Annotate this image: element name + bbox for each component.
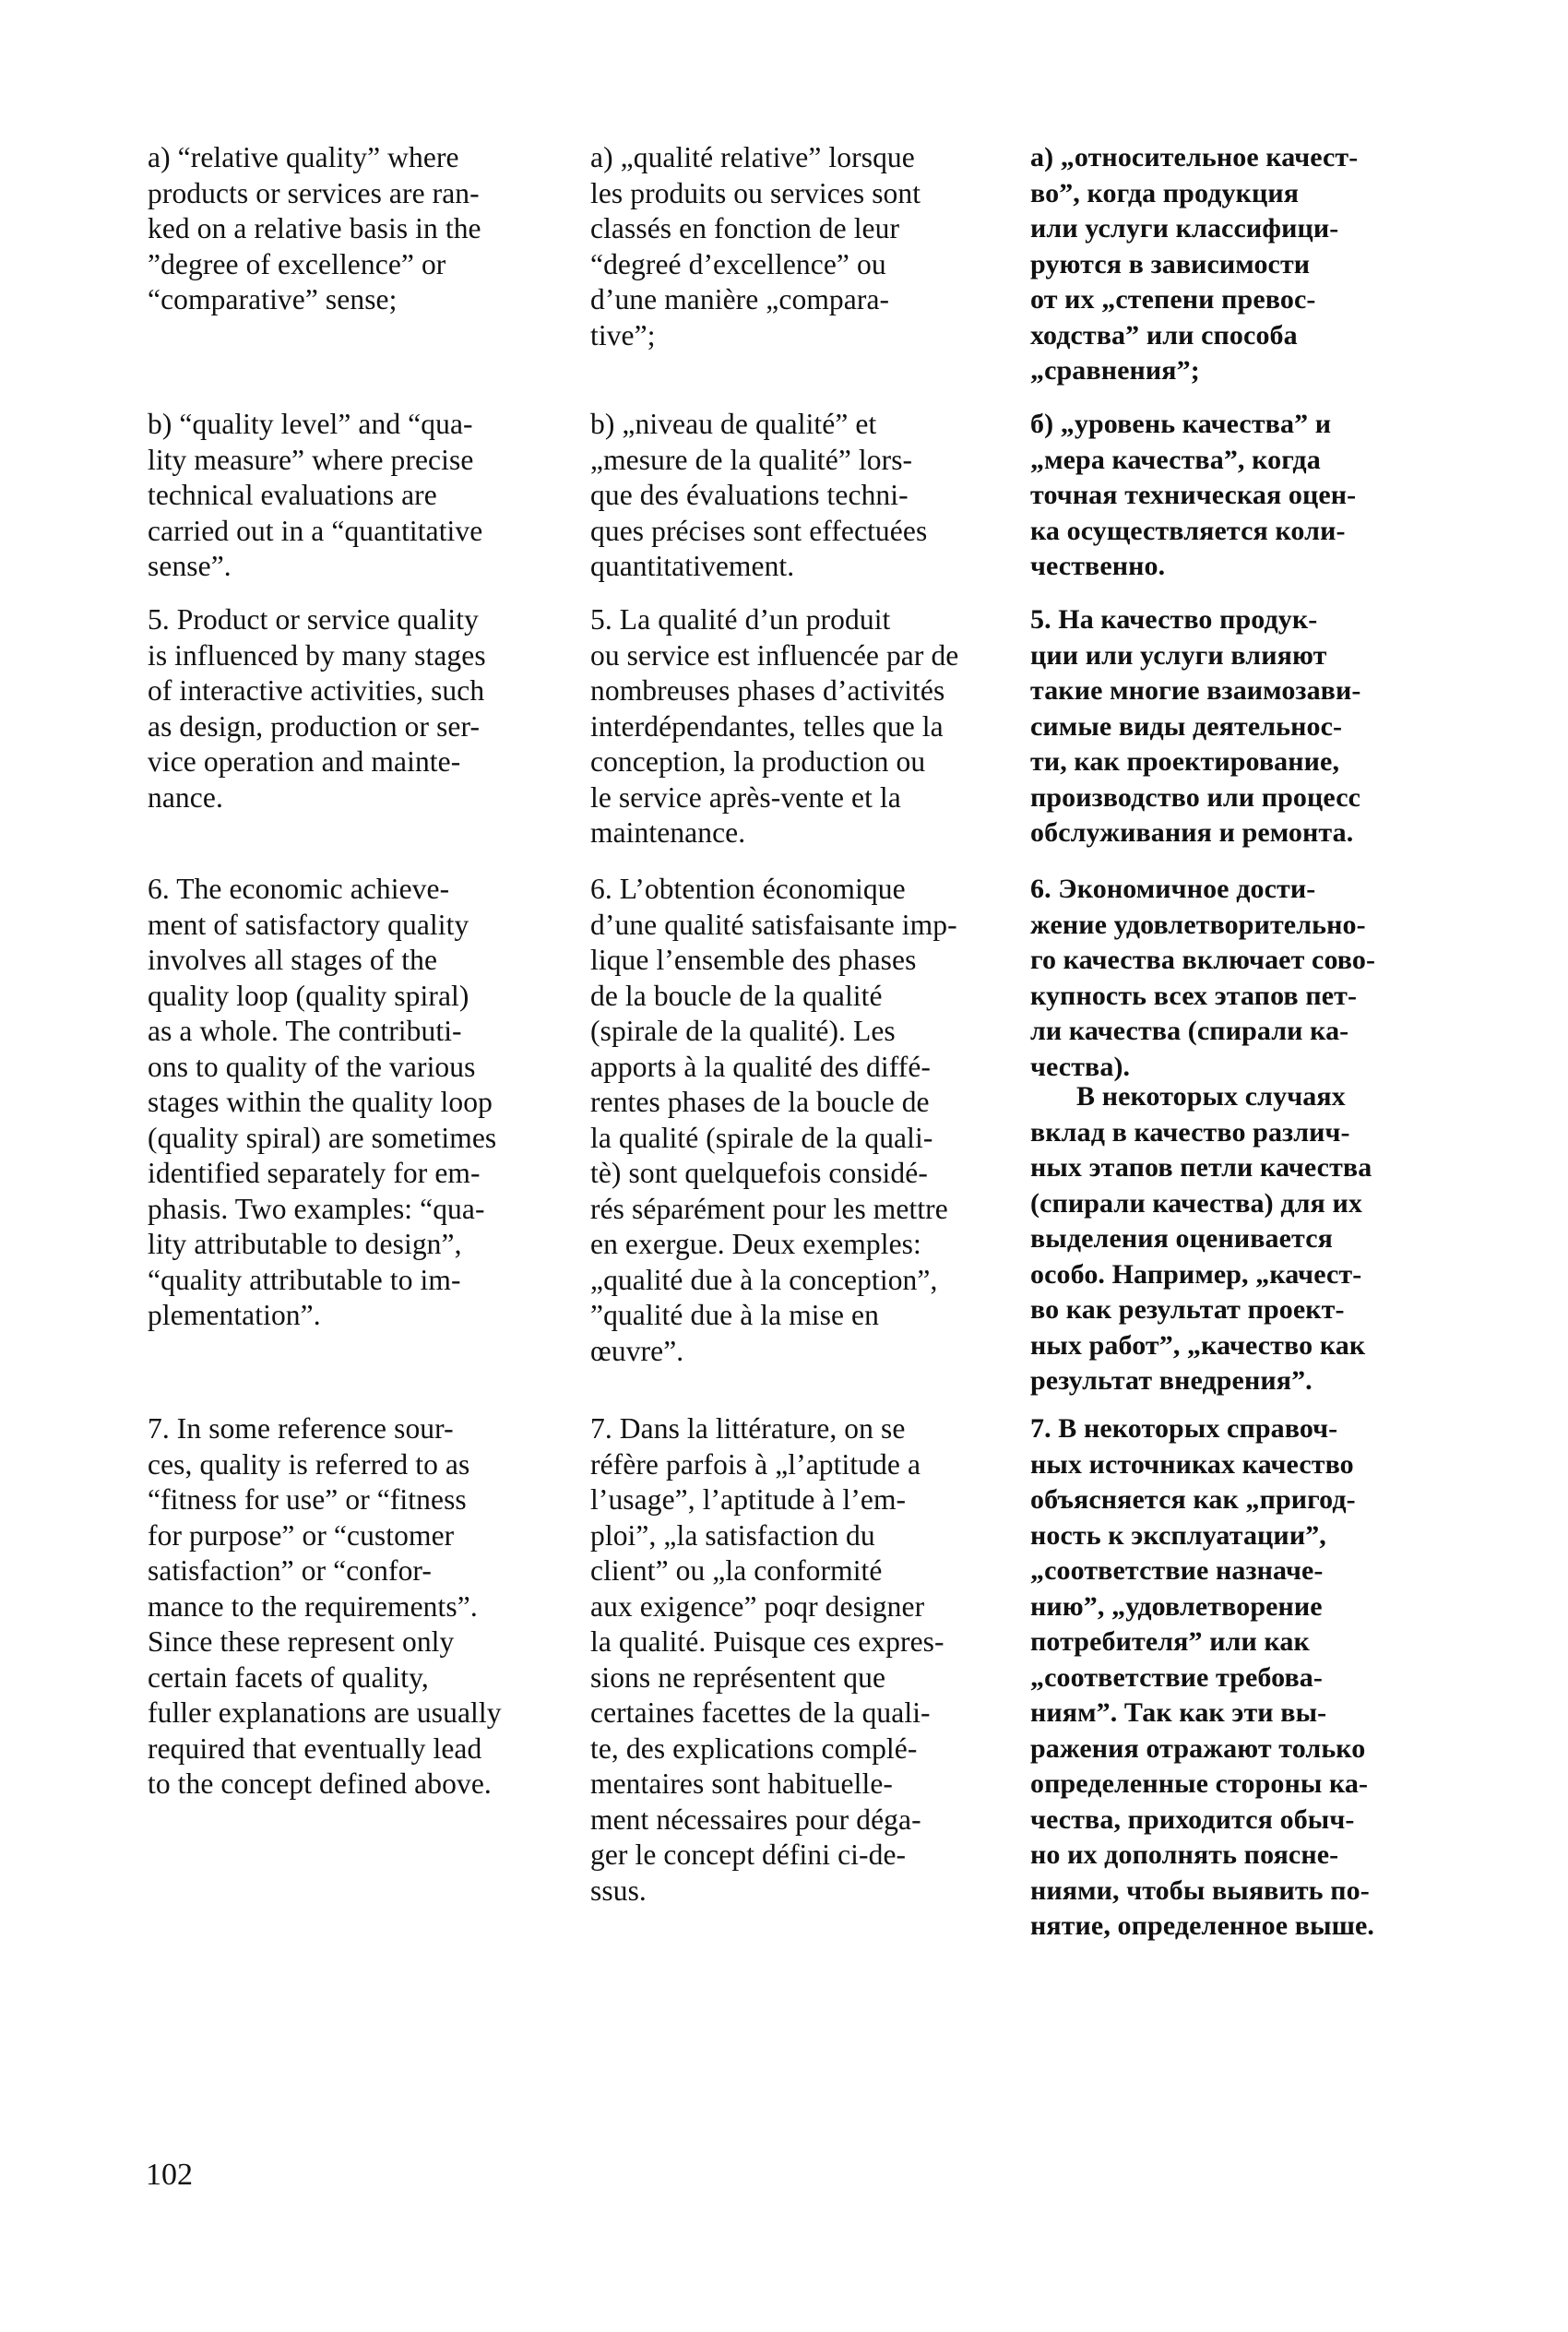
russian-item-a: а) „относительное качест- во”, когда продукция или услуги классифици- руются в зависимости от их „степени превос- ходства” или способа „сравнения”; [1030, 142, 1359, 386]
english-item-b: b) “quality level” and “qua- lity measure” where precise technical evaluations are carried out in a “quantitative sense”. [148, 408, 483, 582]
russian-column [1030, 0, 1420, 2332]
french-paragraph-6: 6. L’obtention économique d’une qualité satisfaisante imp- lique l’ensemble des phases de la boucle de la qualité (spirale de la qualité). Les apports à la qualité des diffé- rentes phases de la boucle de la qualité (spirale de la quali- tè) sont quelquefois considé- rés séparément pour les mettre en exergue. Deux exemples: „qualité due à la conception”, ”qualité due à la mise en œuvre”. [590, 873, 957, 1367]
english-paragraph-6: 6. The economic achieve- ment of satisfactory quality involves all stages of the quality loop (quality spiral) as a whole. The contributi- ons to quality of the various stages within the quality loop (quality spiral) are sometimes identified separately for em- phasis. Two examples: “qua- lity attributable to design”, “quality attributable to im- plementation”. [148, 873, 497, 1331]
english-item-a: a) “relative quality” where products or services are ran- ked on a relative basis in the ”degree of excellence” or “comparative” sense; [148, 141, 481, 315]
russian-paragraph-6-continued: В некоторых случаях вклад в качество различ- ных этапов петли качества (спирали качества) для их выделения оценивается особо. Например, „качест- во как результат проект- ных работ”, „качество как результат внедрения”. [1030, 1081, 1372, 1396]
french-paragraph-5: 5. La qualité d’un produit ou service est influencée par de nombreuses phases d’activités interdépendantes, telles que la conception, la production ou le service après-vente et la maintenance. [590, 603, 959, 849]
russian-item-b: б) „уровень качества” и „мера качества”, когда точная техническая оцен- ка осуществляется коли- чественно. [1030, 409, 1357, 581]
russian-paragraph-5: 5. На качество продук- ции или услуги влияют такие многие взаимозави- симые виды деятельнос- ти, как проектирование, производство или процесс обслуживания и ремонта. [1030, 604, 1361, 848]
russian-paragraph-6: 6. Экономичное дости- жение удовлетворительно- го качества включает сово- купность всех этапов пет- ли качества (спирали ка- чества). [1030, 874, 1376, 1082]
english-column [148, 0, 575, 2332]
french-column [590, 0, 1007, 2332]
page-number: 102 [146, 2158, 193, 2192]
french-paragraph-7: 7. Dans la littérature, on se réfère parfois à „l’aptitude a l’usage”, l’aptitude à l’em- ploi”, „la satisfaction du client” ou „la conformité aux exigence” poqr designer la qualité. Puisque ces expres- sions ne représentent que certaines facettes de la quali- te, des explications complé- mentaires sont habituelle- ment nécessaires pour déga- ger le concept défini ci-de- ssus. [590, 1412, 944, 1907]
russian-paragraph-7: 7. В некоторых справоч- ных источниках качество объясняется как „пригод- ность к эксплуатации”, „соответствие назначе- нию”, „удовлетворение потребителя” или как „соответствие требова- ниям”. Так как эти вы- ражения отражают только определенные стороны ка- чества, приходится обыч- но их дополнять поясне- ниями, чтобы выявить по- нятие, определенное выше. [1030, 1413, 1375, 1941]
english-paragraph-5: 5. Product or service quality is influenced by many stages of interactive activities, such as design, production or ser- vice operation and mainte- nance. [148, 603, 486, 814]
english-paragraph-7: 7. In some reference sour- ces, quality is referred to as “fitness for use” or “fitness for purpose” or “customer satisfaction” or “confor- mance to the requirements”. Since these represent only certain facets of quality, fuller explanations are usually required that eventually lead to the concept defined above. [148, 1412, 502, 1800]
french-item-a: a) „qualité relative” lorsque les produits ou services sont classés en fonction de leur “degreé d’excellence” ou d’une manière „compara- tive”; [590, 141, 921, 351]
french-item-b: b) „niveau de qualité” et „mesure de la qualité” lors- que des évaluations techni- ques précises sont effectuées quantitativement. [590, 408, 928, 582]
